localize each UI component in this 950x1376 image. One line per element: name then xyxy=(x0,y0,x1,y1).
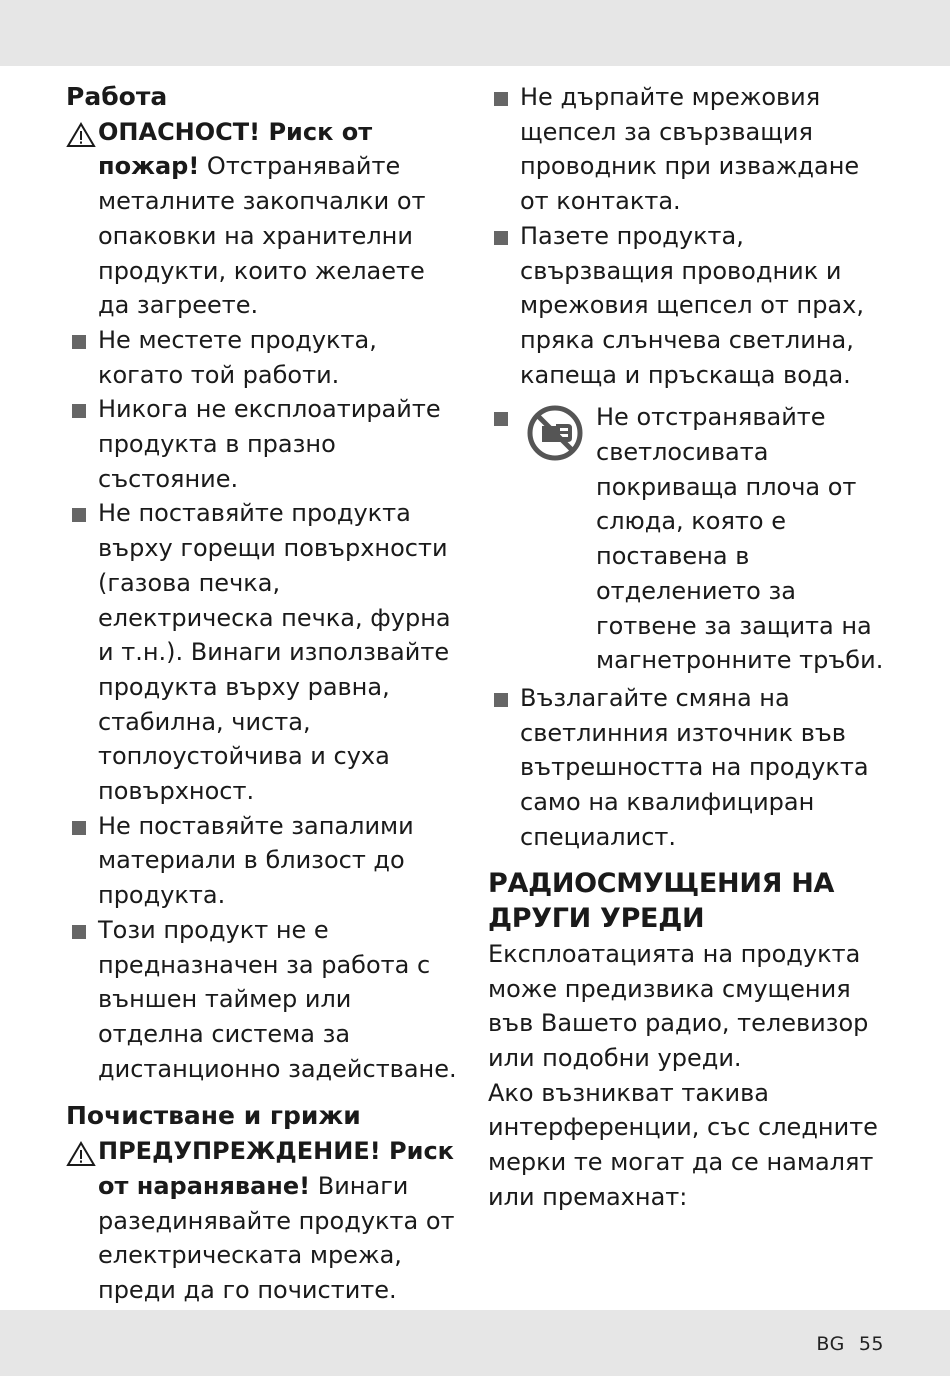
warning-head: ПРЕДУПРЕЖДЕНИЕ! Риск от нараняване! xyxy=(98,1137,454,1200)
list-item-mica: Не отстранявайте светлосивата покриваща плоча от слюда, която е поставена в отделението за готвене за защита на магнетронните тръби. xyxy=(488,400,888,678)
danger-notice xyxy=(66,115,458,323)
list-item: Не поставяйте продукта върху горещи повърхности (газова печка, електрическа печка, фурна и т.н.). Винаги използвайте продукта върху равна, стабилна, чиста, топлоустойчива и суха повърхност. xyxy=(66,496,458,808)
bottom-band xyxy=(0,1310,950,1376)
square-bullet-icon xyxy=(72,821,86,835)
square-bullet-icon xyxy=(72,925,86,939)
square-bullet-icon xyxy=(72,508,86,522)
top-band xyxy=(0,0,950,66)
paragraph: Експлоатацията на продукта може предизвика смущения във Вашето радио, телевизор или подобни уреди. xyxy=(488,939,869,1072)
square-bullet-icon xyxy=(494,231,508,245)
list-item: Не дърпайте мрежовия щепсел за свързващия проводник при изваждане от контакта. xyxy=(488,80,888,219)
section-heading-cleaning: Почистване и грижи xyxy=(66,1101,361,1131)
page-number: 55 xyxy=(858,1333,884,1355)
list-item: Възлагайте смяна на светлинния източник във вътрешността на продукта само на квалифициран специалист. xyxy=(488,681,888,855)
square-bullet-icon xyxy=(494,412,508,426)
section-heading-operation: Работа xyxy=(66,82,168,111)
section-heading-radio: РАДИОСМУЩЕНИЯ НА ДРУГИ УРЕДИ xyxy=(488,868,835,935)
language-code: BG xyxy=(816,1333,845,1355)
list-item: Никога не експлоатирайте продукта в празно състояние. xyxy=(66,392,458,496)
warning-notice xyxy=(66,1134,458,1308)
warning-triangle-icon xyxy=(66,1141,96,1167)
no-remove-cover-icon xyxy=(526,404,584,462)
square-bullet-icon xyxy=(494,92,508,106)
left-column xyxy=(66,80,458,1308)
danger-head: ОПАСНОСТ! Риск от пожар! xyxy=(98,117,373,181)
page-footer xyxy=(816,1333,884,1355)
square-bullet-icon xyxy=(72,404,86,418)
warning-text: Винаги разединявайте продукта от електрическата мрежа, преди да го почистите. xyxy=(98,1171,455,1304)
warning-triangle-icon xyxy=(66,122,96,148)
danger-text: Отстранявайте металните закопчалки от опаковки на хранителни продукти, които желаете да загреете. xyxy=(98,152,426,320)
right-column xyxy=(488,80,888,1215)
list-item: Не местете продукта, когато той работи. xyxy=(66,323,458,392)
square-bullet-icon xyxy=(494,693,508,707)
paragraph: Ако възникват такива интерференции, със следните мерки те могат да се намалят или премахнат: xyxy=(488,1078,878,1211)
square-bullet-icon xyxy=(72,335,86,349)
list-item: Не поставяйте запалими материали в близост до продукта. xyxy=(66,809,458,913)
list-item: Пазете продукта, свързващия проводник и мрежовия щепсел от прах, пряка слънчева светлина, капеща и пръскаща вода. xyxy=(488,219,888,393)
list-item: Този продукт не е предназначен за работа с външен таймер или отделна система за дистанционно задействане. xyxy=(66,913,458,1087)
